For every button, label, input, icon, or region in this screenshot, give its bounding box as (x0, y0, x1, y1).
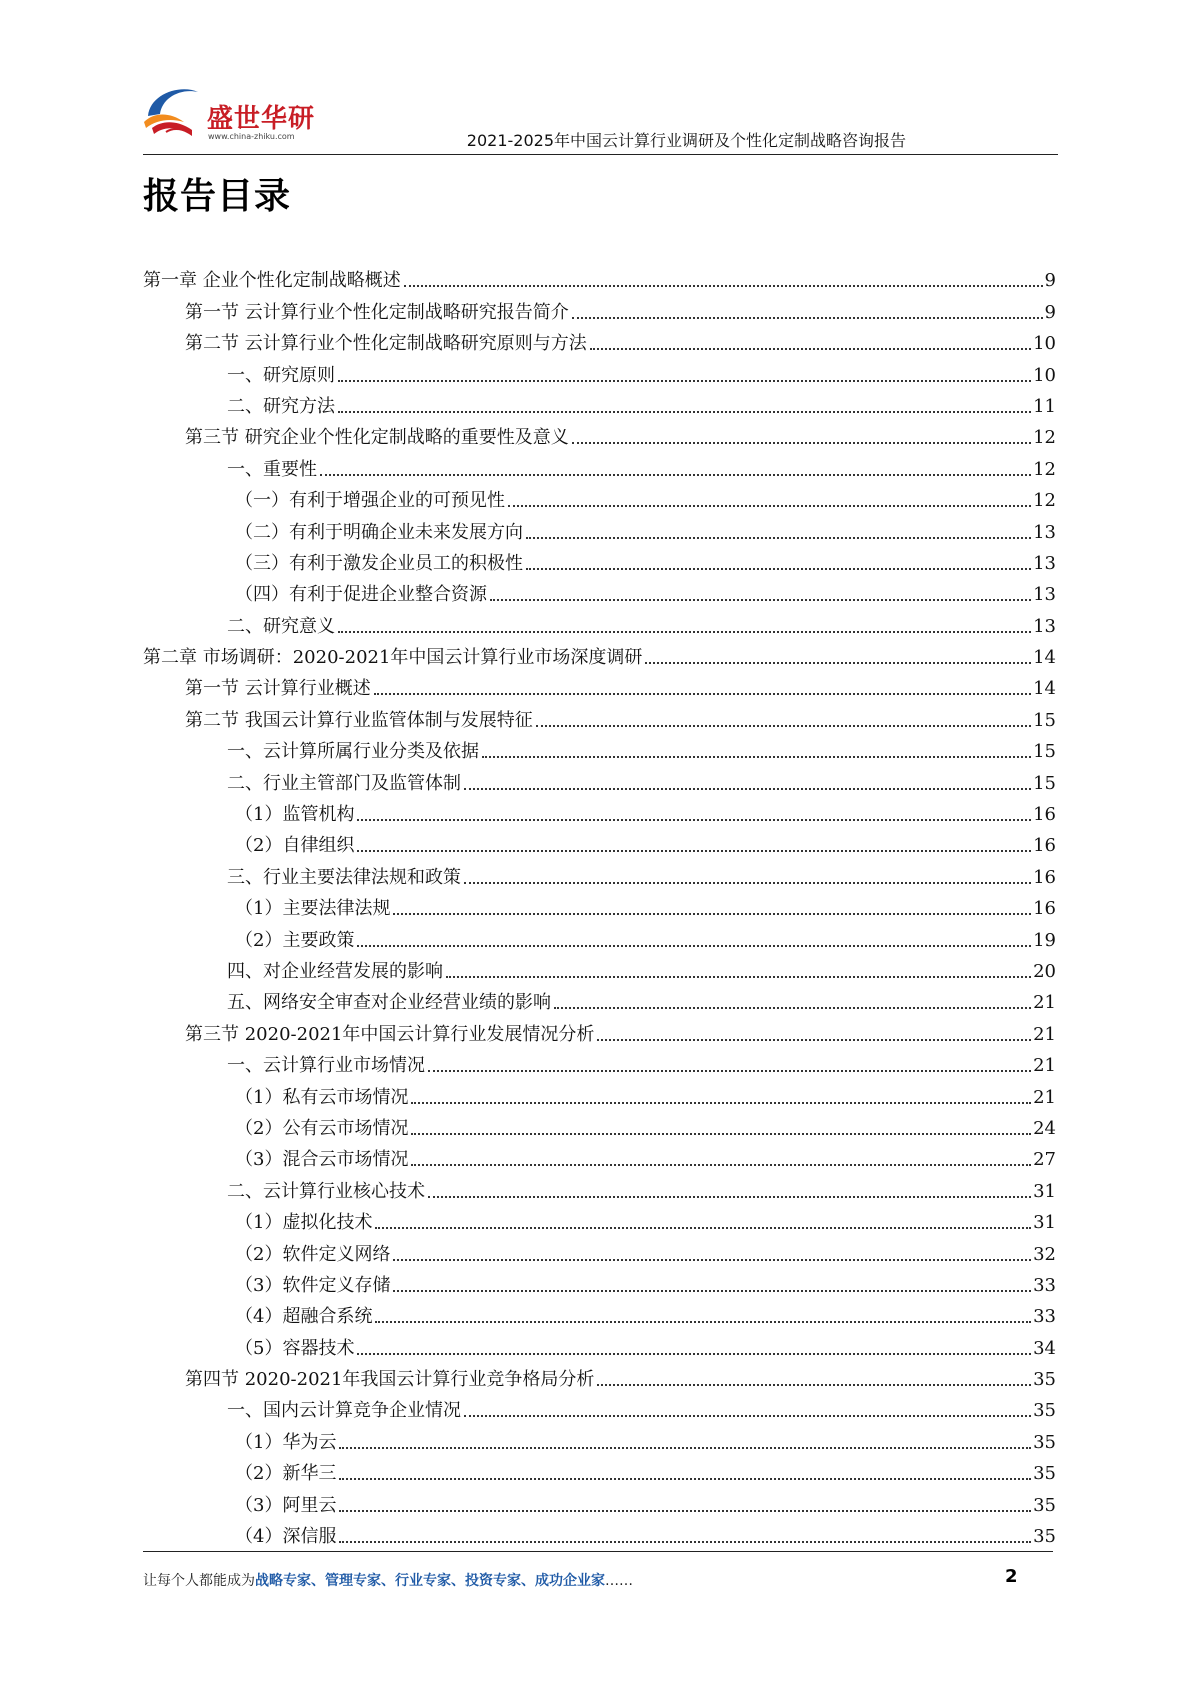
footer-slogan-emphasis: 战略专家、管理专家、行业专家、投资专家、成功企业家 (255, 1573, 605, 1589)
toc-dot-leader (411, 1164, 1031, 1166)
toc-entry[interactable] (143, 670, 1056, 701)
toc-entry-label: 一、云计算行业市场情况 (227, 1055, 425, 1077)
toc-entry-label: （三）有利于激发企业员工的积极性 (235, 552, 523, 574)
toc-entry-label: （2）主要政策 (235, 929, 355, 951)
toc-entry-label: 第三节 研究企业个性化定制战略的重要性及意义 (185, 427, 569, 449)
toc-entry-label: （2）新华三 (235, 1463, 337, 1485)
toc-dot-leader (357, 850, 1031, 852)
toc-dot-leader (339, 1478, 1031, 1480)
toc-entry-page: 16 (1033, 866, 1056, 888)
toc-entry-page: 13 (1033, 552, 1056, 574)
toc-entry-label: 第三节 2020-2021年中国云计算行业发展情况分析 (185, 1023, 595, 1045)
toc-entry-page: 15 (1033, 772, 1056, 794)
toc-dot-leader (374, 693, 1031, 695)
toc-entry[interactable] (143, 764, 1056, 795)
toc-entry-label: （1）私有云市场情况 (235, 1086, 409, 1108)
toc-dot-leader (526, 568, 1031, 570)
header-divider (143, 154, 1058, 155)
toc-entry[interactable] (143, 1486, 1056, 1517)
toc-dot-leader (393, 1259, 1031, 1261)
toc-entry[interactable] (143, 701, 1056, 732)
toc-entry-page: 35 (1033, 1526, 1056, 1548)
toc-entry[interactable] (143, 1423, 1056, 1454)
toc-entry-label: 第四节 2020-2021年我国云计算行业竞争格局分析 (185, 1369, 595, 1391)
toc-entry-page: 35 (1033, 1400, 1056, 1422)
toc-dot-leader (597, 1039, 1031, 1041)
toc-dot-leader (464, 882, 1031, 884)
page-title: 报告目录 (143, 176, 292, 217)
toc-dot-leader (428, 1196, 1031, 1198)
toc-dot-leader (446, 976, 1031, 978)
toc-dot-leader (590, 348, 1031, 350)
toc-entry-label: （4）深信服 (235, 1526, 337, 1548)
toc-entry[interactable] (143, 1267, 1056, 1298)
toc-entry-label: 一、云计算所属行业分类及依据 (227, 741, 479, 763)
toc-entry-page: 9 (1044, 301, 1056, 323)
toc-entry[interactable] (143, 262, 1056, 293)
toc-entry-label: 一、研究原则 (227, 364, 335, 386)
toc-entry-page: 35 (1033, 1463, 1056, 1485)
footer-divider (143, 1551, 1053, 1552)
toc-entry-label: 二、研究方法 (227, 395, 335, 417)
toc-dot-leader (393, 913, 1031, 915)
toc-entry-page: 13 (1033, 521, 1056, 543)
toc-dot-leader (375, 1227, 1031, 1229)
toc-dot-leader (572, 317, 1043, 319)
toc-entry-page: 10 (1033, 364, 1056, 386)
toc-dot-leader (404, 285, 1043, 287)
toc-entry[interactable] (143, 1047, 1056, 1078)
toc-entry-page: 12 (1033, 458, 1056, 480)
toc-entry[interactable] (143, 513, 1056, 544)
toc-entry[interactable] (143, 545, 1056, 576)
toc-dot-leader (338, 411, 1031, 413)
toc-entry[interactable] (143, 1078, 1056, 1109)
page-number: 2 (1005, 1566, 1018, 1587)
toc-entry[interactable] (143, 419, 1056, 450)
report-title: 2021-2025年中国云计算行业调研及个性化定制战略咨询报告 (466, 131, 906, 150)
footer-slogan-suffix: …… (605, 1573, 633, 1589)
toc-entry-page: 15 (1033, 741, 1056, 763)
toc-dot-leader (411, 1102, 1031, 1104)
toc-entry-label: （3）阿里云 (235, 1494, 337, 1516)
toc-entry-page: 13 (1033, 584, 1056, 606)
toc-entry-label: 三、行业主要法律法规和政策 (227, 866, 461, 888)
toc-dot-leader (338, 631, 1031, 633)
toc-entry[interactable] (143, 576, 1056, 607)
toc-entry-page: 35 (1033, 1431, 1056, 1453)
toc-entry[interactable] (143, 827, 1056, 858)
toc-dot-leader (357, 945, 1031, 947)
toc-dot-leader (339, 1447, 1031, 1449)
toc-entry-page: 21 (1033, 1086, 1056, 1108)
toc-entry[interactable] (143, 1298, 1056, 1329)
toc-entry[interactable] (143, 953, 1056, 984)
toc-entry-label: 第二节 我国云计算行业监管体制与发展特征 (185, 709, 533, 731)
toc-entry-label: （2）自律组织 (235, 835, 355, 857)
toc-entry-label: （3）软件定义存储 (235, 1274, 391, 1296)
toc-dot-leader (536, 725, 1031, 727)
toc-entry-label: （四）有利于促进企业整合资源 (235, 584, 487, 606)
toc-entry[interactable] (143, 356, 1056, 387)
toc-dot-leader (508, 505, 1031, 507)
toc-dot-leader (464, 1415, 1031, 1417)
toc-entry[interactable] (143, 325, 1056, 356)
toc-entry[interactable] (143, 482, 1056, 513)
toc-entry-label: （1）监管机构 (235, 804, 355, 826)
toc-dot-leader (428, 1070, 1031, 1072)
toc-dot-leader (645, 662, 1031, 664)
toc-entry[interactable] (143, 984, 1056, 1015)
toc-dot-leader (482, 756, 1031, 758)
toc-entry-page: 16 (1033, 804, 1056, 826)
toc-entry-page: 16 (1033, 898, 1056, 920)
toc-entry-page: 33 (1033, 1306, 1056, 1328)
toc-entry-page: 24 (1033, 1117, 1056, 1139)
toc-entry-page: 14 (1033, 678, 1056, 700)
toc-entry[interactable] (143, 388, 1056, 419)
toc-dot-leader (597, 1384, 1031, 1386)
toc-entry[interactable] (143, 1518, 1056, 1549)
toc-entry-label: （1）华为云 (235, 1431, 337, 1453)
toc-entry[interactable] (143, 1141, 1056, 1172)
toc-entry-page: 11 (1033, 395, 1056, 417)
toc-entry-page: 31 (1033, 1212, 1056, 1234)
toc-entry[interactable] (143, 858, 1056, 889)
toc-dot-leader (490, 599, 1031, 601)
toc-entry-label: 一、国内云计算竞争企业情况 (227, 1400, 461, 1422)
toc-dot-leader (554, 1007, 1031, 1009)
toc-entry-label: 五、网络安全审查对企业经营业绩的影响 (227, 992, 551, 1014)
toc-entry[interactable] (143, 733, 1056, 764)
toc-entry-page: 32 (1033, 1243, 1056, 1265)
toc-entry-label: （二）有利于明确企业未来发展方向 (235, 521, 523, 543)
toc-entry[interactable] (143, 1172, 1056, 1203)
toc-entry-page: 19 (1033, 929, 1056, 951)
toc-entry-label: 一、重要性 (227, 458, 317, 480)
toc-entry-page: 33 (1033, 1274, 1056, 1296)
toc-entry-label: （2）公有云市场情况 (235, 1117, 409, 1139)
toc-entry-label: （一）有利于增强企业的可预见性 (235, 490, 505, 512)
toc-dot-leader (357, 1353, 1031, 1355)
page-header (0, 0, 1191, 160)
toc-entry[interactable] (143, 1204, 1056, 1235)
toc-entry-page: 16 (1033, 835, 1056, 857)
toc-entry-label: 二、研究意义 (227, 615, 335, 637)
toc-entry-label: 第一节 云计算行业个性化定制战略研究报告简介 (185, 301, 569, 323)
toc-entry-label: （1）主要法律法规 (235, 898, 391, 920)
toc-entry-page: 9 (1044, 270, 1056, 292)
footer-slogan (143, 1570, 633, 1590)
toc-entry-label: 二、行业主管部门及监管体制 (227, 772, 461, 794)
toc-entry-page: 12 (1033, 427, 1056, 449)
toc-dot-leader (339, 1510, 1031, 1512)
toc-dot-leader (526, 537, 1031, 539)
toc-entry-page: 21 (1033, 1023, 1056, 1045)
toc-entry[interactable] (143, 1235, 1056, 1266)
toc-entry[interactable] (143, 450, 1056, 481)
toc-entry-label: 第一章 企业个性化定制战略概述 (143, 270, 401, 292)
logo-text: 盛世华研 (207, 104, 316, 134)
toc-entry-page: 21 (1033, 1055, 1056, 1077)
toc-entry-label: （5）容器技术 (235, 1337, 355, 1359)
toc-entry-label: 四、对企业经营发展的影响 (227, 960, 443, 982)
table-of-contents (143, 262, 1056, 1549)
toc-entry[interactable] (143, 639, 1056, 670)
toc-entry[interactable] (143, 1392, 1056, 1423)
toc-entry[interactable] (143, 293, 1056, 324)
toc-dot-leader (339, 1541, 1031, 1543)
toc-dot-leader (375, 1321, 1031, 1323)
toc-dot-leader (464, 788, 1031, 790)
toc-entry-page: 14 (1033, 647, 1056, 669)
toc-entry-page: 13 (1033, 615, 1056, 637)
toc-entry[interactable] (143, 1361, 1056, 1392)
toc-entry-label: （1）虚拟化技术 (235, 1212, 373, 1234)
toc-entry[interactable] (143, 1329, 1056, 1360)
toc-entry-page: 35 (1033, 1369, 1056, 1391)
toc-entry-label: 第二章 市场调研：2020-2021年中国云计算行业市场深度调研 (143, 647, 643, 669)
toc-entry-page: 20 (1033, 960, 1056, 982)
toc-dot-leader (357, 819, 1031, 821)
toc-entry-label: 二、云计算行业核心技术 (227, 1180, 425, 1202)
toc-entry-label: （4）超融合系统 (235, 1306, 373, 1328)
toc-dot-leader (411, 1133, 1031, 1135)
toc-entry[interactable] (143, 1455, 1056, 1486)
toc-dot-leader (320, 474, 1031, 476)
toc-entry[interactable] (143, 1015, 1056, 1046)
toc-entry-label: 第一节 云计算行业概述 (185, 678, 371, 700)
toc-entry-page: 27 (1033, 1149, 1056, 1171)
toc-entry-label: （2）软件定义网络 (235, 1243, 391, 1265)
toc-entry-page: 12 (1033, 490, 1056, 512)
toc-entry-page: 35 (1033, 1494, 1056, 1516)
toc-entry-page: 31 (1033, 1180, 1056, 1202)
toc-entry[interactable] (143, 1110, 1056, 1141)
toc-entry-page: 21 (1033, 992, 1056, 1014)
footer-slogan-prefix: 让每个人都能成为 (143, 1573, 255, 1589)
toc-entry-page: 15 (1033, 709, 1056, 731)
toc-entry[interactable] (143, 890, 1056, 921)
toc-entry-page: 34 (1033, 1337, 1056, 1359)
toc-entry[interactable] (143, 796, 1056, 827)
toc-entry-label: 第二节 云计算行业个性化定制战略研究原则与方法 (185, 333, 587, 355)
logo-url: www.china-zhiku.com (208, 132, 295, 141)
toc-entry-page: 10 (1033, 333, 1056, 355)
toc-entry-label: （3）混合云市场情况 (235, 1149, 409, 1171)
toc-dot-leader (338, 380, 1031, 382)
toc-entry[interactable] (143, 921, 1056, 952)
toc-dot-leader (393, 1290, 1031, 1292)
toc-entry[interactable] (143, 607, 1056, 638)
toc-dot-leader (572, 442, 1031, 444)
